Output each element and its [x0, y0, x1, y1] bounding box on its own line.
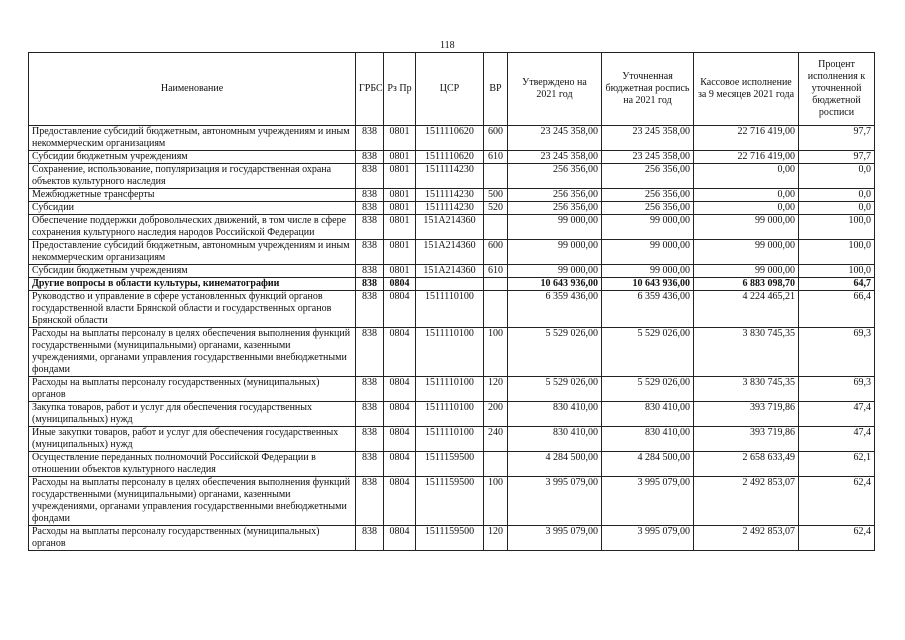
cell-csr: 1511159500 — [416, 477, 484, 526]
cell-grbs: 838 — [356, 151, 384, 164]
cell-percent: 97,7 — [799, 151, 875, 164]
cell-name: Субсидии бюджетным учреждениям — [29, 151, 356, 164]
table-row — [29, 265, 875, 278]
cell-refined: 256 356,00 — [602, 202, 694, 215]
cell-csr: 1511110100 — [416, 427, 484, 452]
cell-name: Расходы на выплаты персоналу государственных (муниципальных) органов — [29, 526, 356, 551]
cell-cash: 393 719,86 — [694, 402, 799, 427]
cell-rzpr: 0804 — [384, 477, 416, 526]
cell-name: Субсидии бюджетным учреждениям — [29, 265, 356, 278]
cell-approved: 23 245 358,00 — [508, 151, 602, 164]
cell-csr: 1511110100 — [416, 377, 484, 402]
cell-rzpr: 0801 — [384, 126, 416, 151]
table-row — [29, 151, 875, 164]
cell-grbs: 838 — [356, 452, 384, 477]
cell-percent: 0,0 — [799, 164, 875, 189]
cell-approved: 6 359 436,00 — [508, 291, 602, 328]
cell-name: Субсидии — [29, 202, 356, 215]
cell-refined: 99 000,00 — [602, 265, 694, 278]
cell-rzpr: 0801 — [384, 164, 416, 189]
cell-name: Иные закупки товаров, работ и услуг для обеспечения государственных (муниципальных) нужд — [29, 427, 356, 452]
cell-vr: 500 — [484, 189, 508, 202]
cell-grbs: 838 — [356, 328, 384, 377]
table-row — [29, 477, 875, 526]
cell-refined: 3 995 079,00 — [602, 526, 694, 551]
cell-vr: 200 — [484, 402, 508, 427]
cell-vr: 100 — [484, 477, 508, 526]
cell-grbs: 838 — [356, 477, 384, 526]
cell-name: Расходы на выплаты персоналу в целях обеспечения выполнения функций государственными (муниципальными) органами, казенными учреждениями, органами управления государственными внебюджетными фондами — [29, 477, 356, 526]
table-row — [29, 164, 875, 189]
cell-grbs: 838 — [356, 126, 384, 151]
table-row — [29, 215, 875, 240]
table-row — [29, 328, 875, 377]
cell-grbs: 838 — [356, 189, 384, 202]
cell-refined: 830 410,00 — [602, 427, 694, 452]
cell-approved: 3 995 079,00 — [508, 477, 602, 526]
cell-csr: 1511114230 — [416, 202, 484, 215]
cell-approved: 5 529 026,00 — [508, 377, 602, 402]
cell-rzpr: 0804 — [384, 452, 416, 477]
cell-vr: 610 — [484, 151, 508, 164]
cell-cash: 0,00 — [694, 164, 799, 189]
cell-rzpr: 0801 — [384, 151, 416, 164]
cell-vr: 120 — [484, 377, 508, 402]
cell-refined: 5 529 026,00 — [602, 328, 694, 377]
cell-name: Осуществление переданных полномочий Российской Федерации в отношении объектов культурного наследия — [29, 452, 356, 477]
cell-cash: 2 492 853,07 — [694, 526, 799, 551]
cell-approved: 23 245 358,00 — [508, 126, 602, 151]
table-row — [29, 452, 875, 477]
cell-csr: 1511114230 — [416, 189, 484, 202]
cell-csr: 1511159500 — [416, 452, 484, 477]
table-row — [29, 202, 875, 215]
cell-approved: 256 356,00 — [508, 189, 602, 202]
cell-refined: 256 356,00 — [602, 189, 694, 202]
cell-cash: 99 000,00 — [694, 265, 799, 278]
cell-rzpr: 0804 — [384, 526, 416, 551]
cell-vr: 600 — [484, 240, 508, 265]
cell-csr: 151A214360 — [416, 240, 484, 265]
table-row — [29, 240, 875, 265]
cell-vr: 520 — [484, 202, 508, 215]
cell-grbs: 838 — [356, 278, 384, 291]
cell-percent: 100,0 — [799, 265, 875, 278]
header-grbs: ГРБС — [356, 53, 384, 126]
cell-approved: 830 410,00 — [508, 427, 602, 452]
header-refined: Уточненная бюджетная роспись на 2021 год — [602, 53, 694, 126]
cell-grbs: 838 — [356, 526, 384, 551]
cell-percent: 100,0 — [799, 240, 875, 265]
table-row — [29, 126, 875, 151]
cell-rzpr: 0801 — [384, 215, 416, 240]
cell-csr: 1511159500 — [416, 526, 484, 551]
cell-vr: 100 — [484, 328, 508, 377]
cell-grbs: 838 — [356, 164, 384, 189]
cell-approved: 99 000,00 — [508, 215, 602, 240]
cell-approved: 10 643 936,00 — [508, 278, 602, 291]
cell-refined: 4 284 500,00 — [602, 452, 694, 477]
cell-name: Предоставление субсидий бюджетным, автономным учреждениям и иным некоммерческим организациям — [29, 126, 356, 151]
cell-percent: 66,4 — [799, 291, 875, 328]
cell-grbs: 838 — [356, 202, 384, 215]
cell-vr — [484, 278, 508, 291]
cell-approved: 5 529 026,00 — [508, 328, 602, 377]
cell-rzpr: 0804 — [384, 291, 416, 328]
header-row — [29, 53, 875, 126]
cell-cash: 393 719,86 — [694, 427, 799, 452]
cell-grbs: 838 — [356, 427, 384, 452]
cell-refined: 23 245 358,00 — [602, 151, 694, 164]
table-row — [29, 427, 875, 452]
header-vr: ВР — [484, 53, 508, 126]
cell-cash: 22 716 419,00 — [694, 126, 799, 151]
table-row — [29, 189, 875, 202]
cell-approved: 256 356,00 — [508, 202, 602, 215]
cell-percent: 47,4 — [799, 402, 875, 427]
cell-grbs: 838 — [356, 291, 384, 328]
cell-refined: 99 000,00 — [602, 240, 694, 265]
cell-cash: 3 830 745,35 — [694, 328, 799, 377]
cell-name: Закупка товаров, работ и услуг для обеспечения государственных (муниципальных) нужд — [29, 402, 356, 427]
cell-grbs: 838 — [356, 402, 384, 427]
cell-percent: 62,1 — [799, 452, 875, 477]
cell-csr: 151A214360 — [416, 265, 484, 278]
cell-cash: 0,00 — [694, 202, 799, 215]
cell-csr: 151A214360 — [416, 215, 484, 240]
table-row — [29, 278, 875, 291]
cell-vr — [484, 215, 508, 240]
cell-name: Сохранение, использование, популяризация и государственная охрана объектов культурного наследия — [29, 164, 356, 189]
cell-name: Межбюджетные трансферты — [29, 189, 356, 202]
cell-csr: 1511110100 — [416, 328, 484, 377]
cell-csr: 1511110620 — [416, 126, 484, 151]
cell-refined: 23 245 358,00 — [602, 126, 694, 151]
cell-name: Расходы на выплаты персоналу в целях обеспечения выполнения функций государственными (муниципальными) органами, казенными учреждениями, органами управления государственными внебюджетными фондами — [29, 328, 356, 377]
cell-rzpr: 0804 — [384, 328, 416, 377]
cell-refined: 6 359 436,00 — [602, 291, 694, 328]
cell-percent: 0,0 — [799, 189, 875, 202]
header-name: Наименование — [29, 53, 356, 126]
cell-vr: 240 — [484, 427, 508, 452]
cell-cash: 99 000,00 — [694, 215, 799, 240]
cell-vr — [484, 164, 508, 189]
cell-vr — [484, 291, 508, 328]
cell-csr — [416, 278, 484, 291]
cell-refined: 5 529 026,00 — [602, 377, 694, 402]
table-row — [29, 291, 875, 328]
table-row — [29, 377, 875, 402]
cell-cash: 22 716 419,00 — [694, 151, 799, 164]
cell-rzpr: 0801 — [384, 240, 416, 265]
cell-grbs: 838 — [356, 240, 384, 265]
cell-vr: 600 — [484, 126, 508, 151]
cell-rzpr: 0801 — [384, 189, 416, 202]
cell-rzpr: 0801 — [384, 265, 416, 278]
cell-approved: 256 356,00 — [508, 164, 602, 189]
cell-name: Расходы на выплаты персоналу государственных (муниципальных) органов — [29, 377, 356, 402]
cell-cash: 2 492 853,07 — [694, 477, 799, 526]
cell-rzpr: 0804 — [384, 402, 416, 427]
cell-vr: 610 — [484, 265, 508, 278]
budget-table — [28, 52, 875, 551]
cell-name: Руководство и управление в сфере установленных функций органов государственной власти Брянской области и государственных органов Брянской области — [29, 291, 356, 328]
header-csr: ЦСР — [416, 53, 484, 126]
cell-rzpr: 0804 — [384, 427, 416, 452]
cell-approved: 3 995 079,00 — [508, 526, 602, 551]
cell-rzpr: 0804 — [384, 278, 416, 291]
cell-vr — [484, 452, 508, 477]
header-percent: Процент исполнения к уточненной бюджетной росписи — [799, 53, 875, 126]
header-approved: Утверждено на 2021 год — [508, 53, 602, 126]
table-row — [29, 402, 875, 427]
cell-percent: 69,3 — [799, 377, 875, 402]
cell-csr: 1511110620 — [416, 151, 484, 164]
cell-percent: 64,7 — [799, 278, 875, 291]
cell-refined: 830 410,00 — [602, 402, 694, 427]
cell-percent: 100,0 — [799, 215, 875, 240]
cell-refined: 99 000,00 — [602, 215, 694, 240]
cell-grbs: 838 — [356, 215, 384, 240]
cell-grbs: 838 — [356, 265, 384, 278]
cell-csr: 1511114230 — [416, 164, 484, 189]
cell-cash: 0,00 — [694, 189, 799, 202]
cell-approved: 99 000,00 — [508, 240, 602, 265]
cell-cash: 3 830 745,35 — [694, 377, 799, 402]
header-rzpr: Рз Пр — [384, 53, 416, 126]
cell-approved: 4 284 500,00 — [508, 452, 602, 477]
header-cash: Кассовое исполнение за 9 месяцев 2021 года — [694, 53, 799, 126]
cell-refined: 10 643 936,00 — [602, 278, 694, 291]
cell-approved: 99 000,00 — [508, 265, 602, 278]
cell-approved: 830 410,00 — [508, 402, 602, 427]
cell-cash: 6 883 098,70 — [694, 278, 799, 291]
cell-csr: 1511110100 — [416, 291, 484, 328]
cell-grbs: 838 — [356, 377, 384, 402]
cell-name: Другие вопросы в области культуры, кинематографии — [29, 278, 356, 291]
cell-percent: 97,7 — [799, 126, 875, 151]
cell-percent: 69,3 — [799, 328, 875, 377]
cell-name: Предоставление субсидий бюджетным, автономным учреждениям и иным некоммерческим организациям — [29, 240, 356, 265]
cell-cash: 4 224 465,21 — [694, 291, 799, 328]
page-number: 118 — [440, 40, 455, 51]
cell-percent: 47,4 — [799, 427, 875, 452]
cell-cash: 99 000,00 — [694, 240, 799, 265]
cell-csr: 1511110100 — [416, 402, 484, 427]
cell-cash: 2 658 633,49 — [694, 452, 799, 477]
cell-refined: 3 995 079,00 — [602, 477, 694, 526]
cell-percent: 62,4 — [799, 526, 875, 551]
table-row — [29, 526, 875, 551]
cell-rzpr: 0801 — [384, 202, 416, 215]
cell-rzpr: 0804 — [384, 377, 416, 402]
cell-name: Обеспечение поддержки добровольческих движений, в том числе в сфере сохранения культурного наследия народов Российской Федерации — [29, 215, 356, 240]
cell-refined: 256 356,00 — [602, 164, 694, 189]
cell-vr: 120 — [484, 526, 508, 551]
cell-percent: 0,0 — [799, 202, 875, 215]
cell-percent: 62,4 — [799, 477, 875, 526]
